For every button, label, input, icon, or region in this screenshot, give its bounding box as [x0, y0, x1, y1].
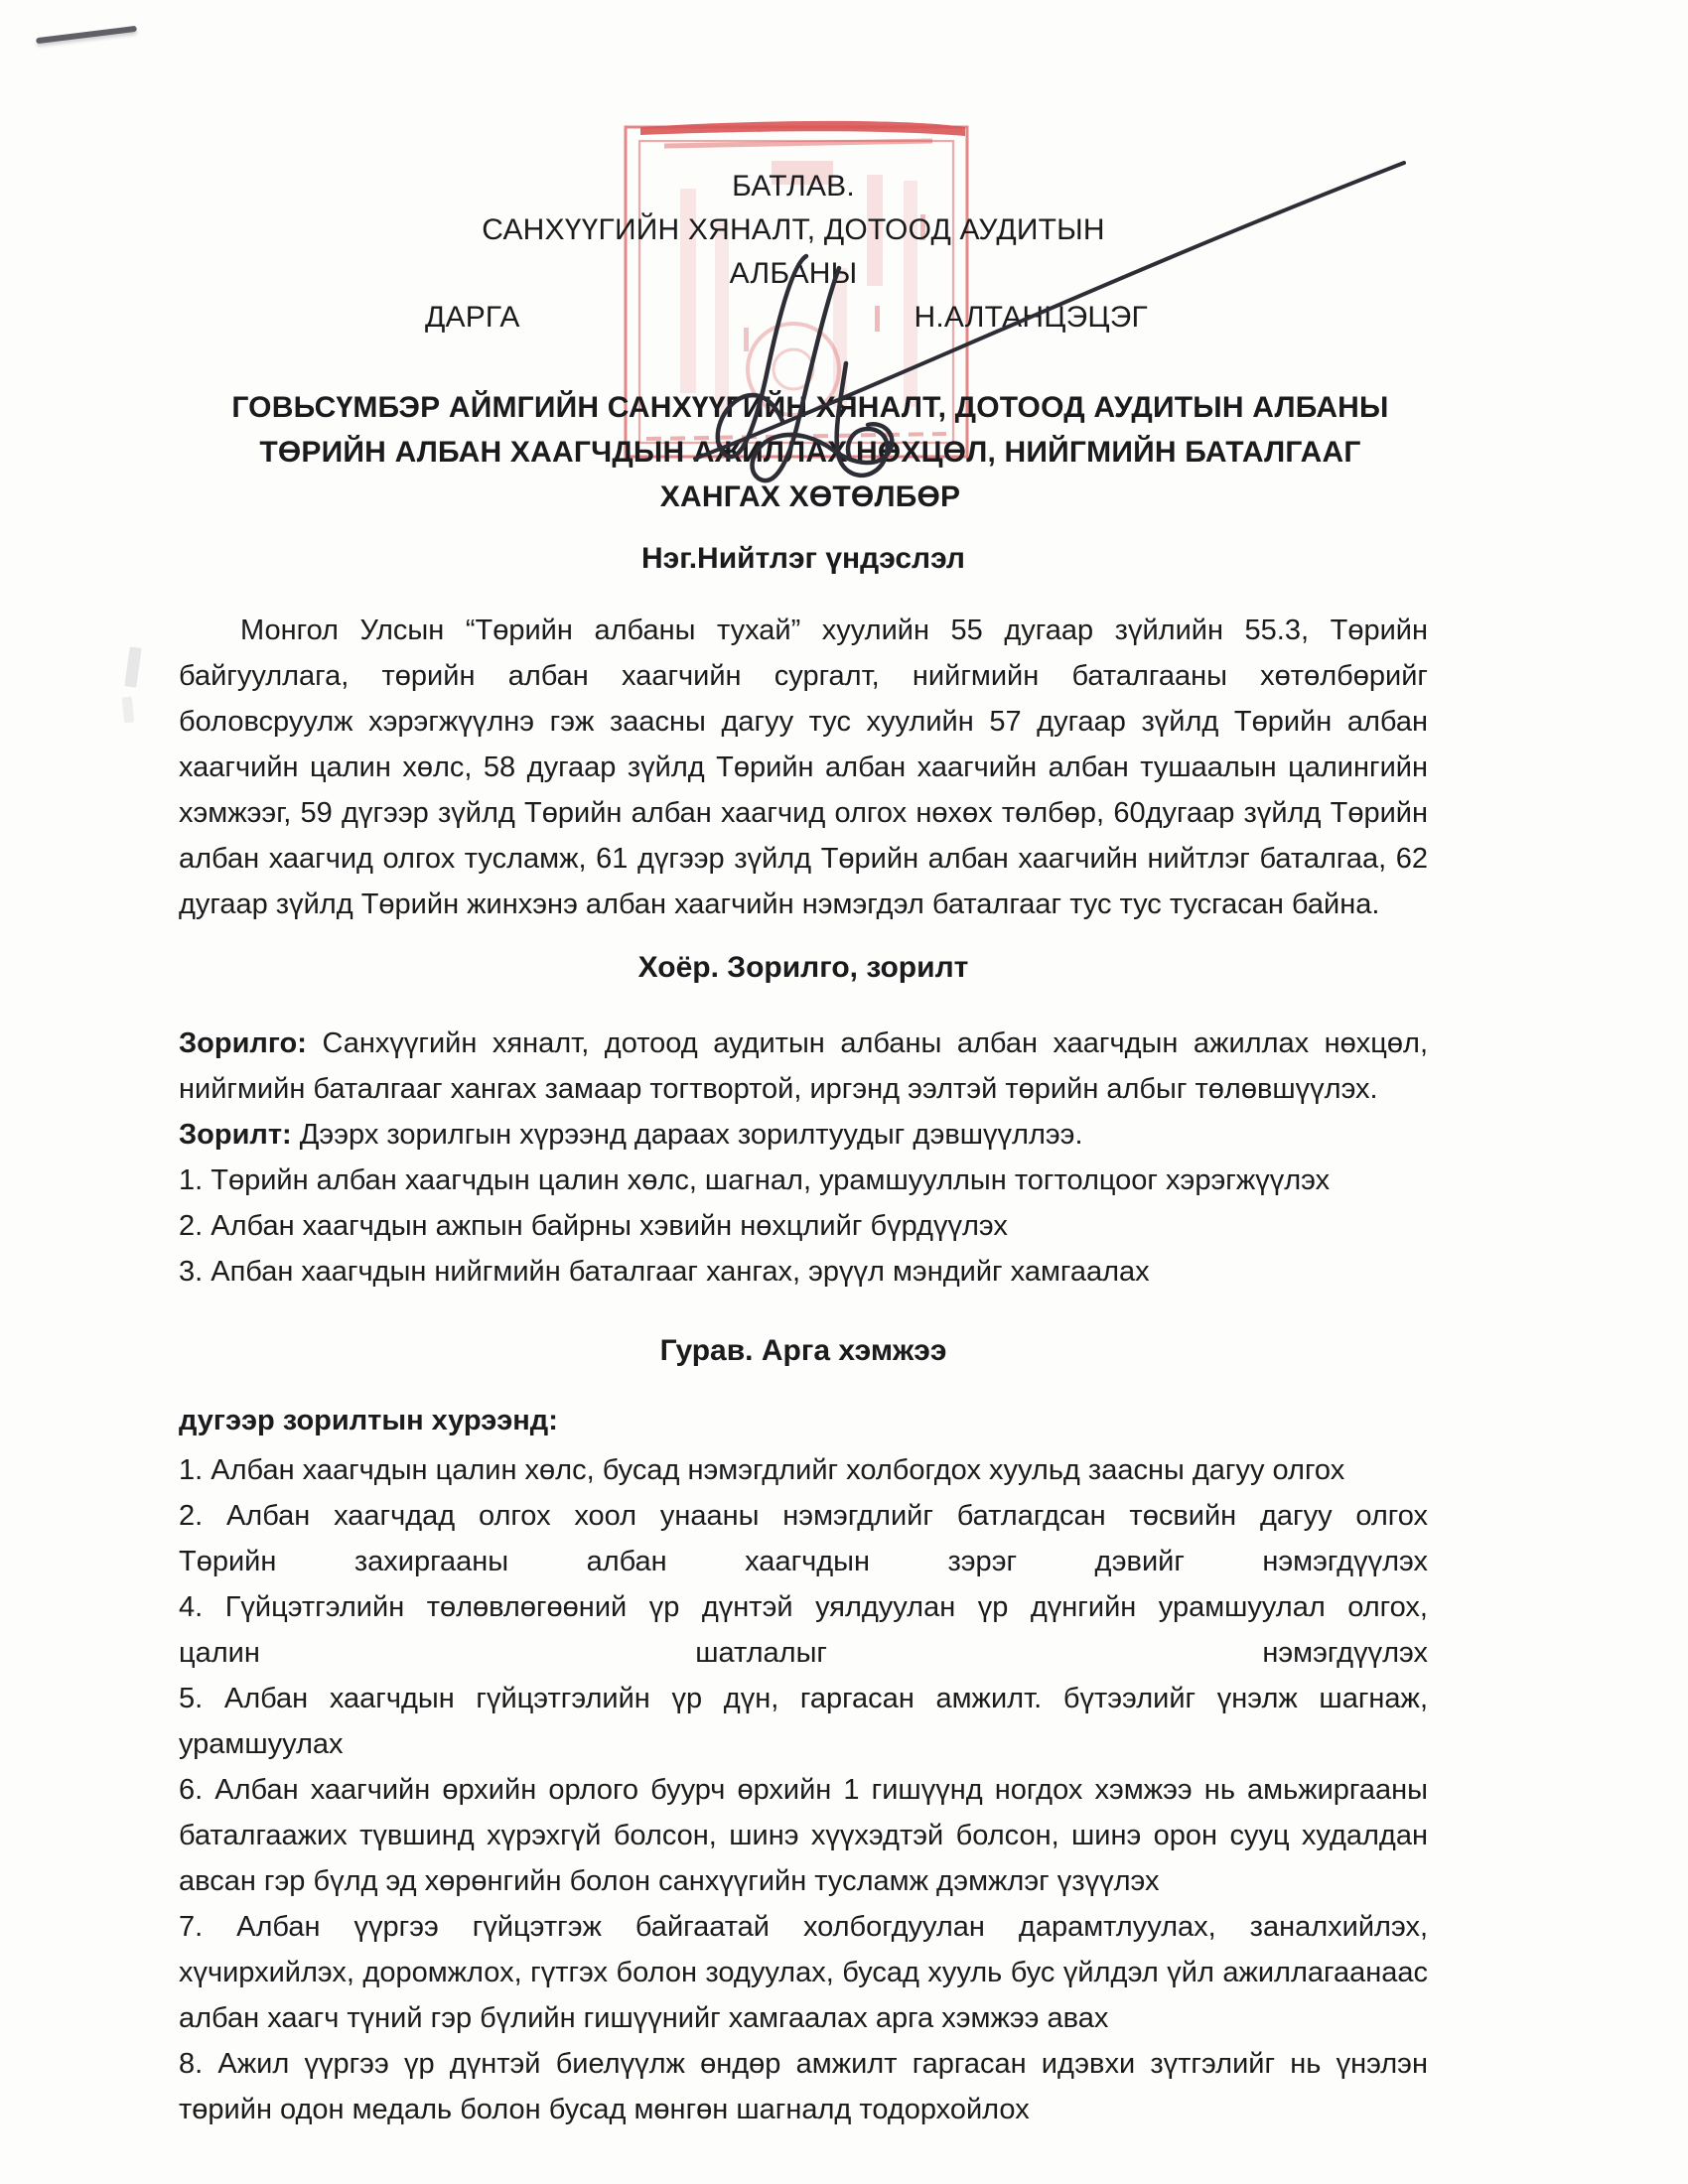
approval-label: БАТЛАВ.: [732, 170, 855, 203]
objective-item: 2. Албан хаагчдын ажпын байрны хэвийн нөхцлийг бүрдүүлэх: [179, 1210, 1008, 1242]
measure-item: 7. Албан үүргээ гүйцэтгэж байгаатай холбогдуулан дарамтлуулах, заналхийлэх, хүчирхийлэх, доромжлох, гүтгэх болон зодуулах, бусад хууль бус үйлдэл үйл ажиллагаанаас албан хаагч түний гэр бүлийн гишүүнийг хамгаалах арга хэмжээ авах: [179, 1911, 1428, 2034]
scan-smudge: [124, 646, 141, 687]
title-line: ТӨРИЙН АЛБАН ХААГЧДЫН АЖИЛЛАХ НӨХЦӨЛ, НИЙГМИЙН БАТАЛГААГ: [259, 436, 1361, 469]
approval-position: ДАРГА: [425, 301, 520, 334]
section-two-heading: Хоёр. Зорилго, зорилт: [637, 951, 969, 984]
stamp-top-smear: [640, 121, 965, 136]
section-three-heading: Гурав. Арга хэмжээ: [659, 1334, 947, 1367]
goal-paragraph: [179, 1021, 1428, 1112]
objective-label: Зорилт:: [179, 1119, 292, 1151]
measure-item: 5. Албан хаагчдын гүйцэтгэлийн үр дүн, гаргасан амжилт. бүтээлийг үнэлж шагнаж, урамшуулах: [179, 1683, 1428, 1760]
scan-smudge: [122, 697, 135, 724]
measure-item: 1. Албан хаагчдын цалин хөлс, бусад нэмэгдлийг холбогдох хуульд заасны дагуу олгох: [179, 1454, 1345, 1486]
title-line: ГОВЬСҮМБЭР АЙМГИЙН САНХҮҮГИЙН ХЯНАЛТ, ДОТООД АУДИТЫН АЛБАНЫ: [231, 391, 1389, 424]
objective-item: 3. Апбан хаагчдын нийгмийн баталгааг хангах, эрүүл мэндийг хамгаалах: [179, 1256, 1150, 1288]
measure-item: 2. Албан хаагчдад олгох хоол унааны нэмэгдлийг батлагдсан төсвийн дагуу олгох: [179, 1500, 1428, 1532]
document-title: [179, 385, 1442, 519]
measure-item: Төрийн захиргааны албан хаагчдын зэрэг дэвийг нэмэгдүүлэх: [179, 1546, 1428, 1577]
section-one-heading: Нэг.Нийтлэг үндэслэл: [640, 542, 965, 575]
pen-mark-artifact: [36, 26, 137, 44]
goal-label: Зорилго:: [179, 1027, 307, 1059]
goal-text: Санхүүгийн хяналт, дотоод аудитын албаны албан хаагчдын ажиллах нөхцөл, нийгмийн баталгааг хангах замаар тогтвортой, иргэнд ээлтэй төрийн албыг төлөвшүүлэх.: [179, 1027, 1429, 1105]
section-one-paragraph: Монгол Улсын “Төрийн албаны тухай” хуулийн 55 дугаар зүйлийн 55.3, Төрийн байгууллага, төрийн албан хаагчийн сургалт, нийгмийн баталгааны хөтөлбөрийг боловсруулж хэрэгжүүлнэ гэж заасны дагуу тус хуулийн 57 дугаар зүйлд Төрийн албан хаагчийн цалин хөлс, 58 дугаар зүйлд Төрийн албан хаагчийн албан тушаалын цалингийн хэмжээг, 59 дүгээр зүйлд Төрийн албан хаагчид олгох нөхөх төлбөр, 60дугаар зүйлд Төрийн албан хаагчид олгох тусламж, 61 дүгээр зүйлд Төрийн албан хаагчийн нийтлэг баталгаа, 62 дугаар зүйлд Төрийн жинхэнэ албан хаагчийн нэмэгдэл баталгааг тус тус тусгасан байна.: [179, 614, 1428, 920]
objective-paragraph: [179, 1112, 1428, 1158]
measure-item: цалин шатлалыг нэмэгдүүлэх: [179, 1637, 1428, 1669]
document-body: [179, 536, 1428, 2132]
approval-block: [425, 165, 1162, 340]
section-three-subheading: дугээр зорилтын хурээнд:: [179, 1405, 558, 1436]
measure-item: 8. Ажил үүргээ үр дүнтэй биелүүлж өндөр амжилт гаргасан идэвхи зүтгэлийг нь үнэлэн төрийн одон медаль болон бусад мөнгөн шагналд тодорхойлох: [179, 2048, 1428, 2125]
measure-item: 6. Албан хаагчийн өрхийн орлого буурч өрхийн 1 гишүүнд ногдох хэмжээ нь амьжиргааны баталгаажих түвшинд хүрэхгүй болсон, шинэ хүүхэдтэй болсон, шинэ орон сууц худалдан авсан гэр бүлд эд хөрөнгийн болон санхүүгийн тусламж дэмжлэг үзүүлэх: [179, 1774, 1428, 1897]
approval-organization: САНХҮҮГИЙН ХЯНАЛТ, ДОТООД АУДИТЫН АЛБАНЫ: [482, 213, 1105, 290]
approval-signer-name: Н.АЛТАНЦЭЦЭГ: [914, 301, 1148, 334]
objective-item: 1. Төрийн албан хаагчдын цалин хөлс, шагнал, урамшууллын тогтолцоог хэрэгжүүлэх: [179, 1164, 1331, 1196]
objective-text: Дээрх зорилгын хүрээнд дараах зорилтуудыг дэвшүүллээ.: [299, 1119, 1083, 1151]
measure-item: 4. Гүйцэтгэлийн төлөвлөгөөний үр дүнтэй уялдуулан үр дүнгийн урамшуулал олгох,: [179, 1591, 1428, 1623]
title-line: ХАНГАХ ХӨТӨЛБӨР: [659, 480, 961, 513]
